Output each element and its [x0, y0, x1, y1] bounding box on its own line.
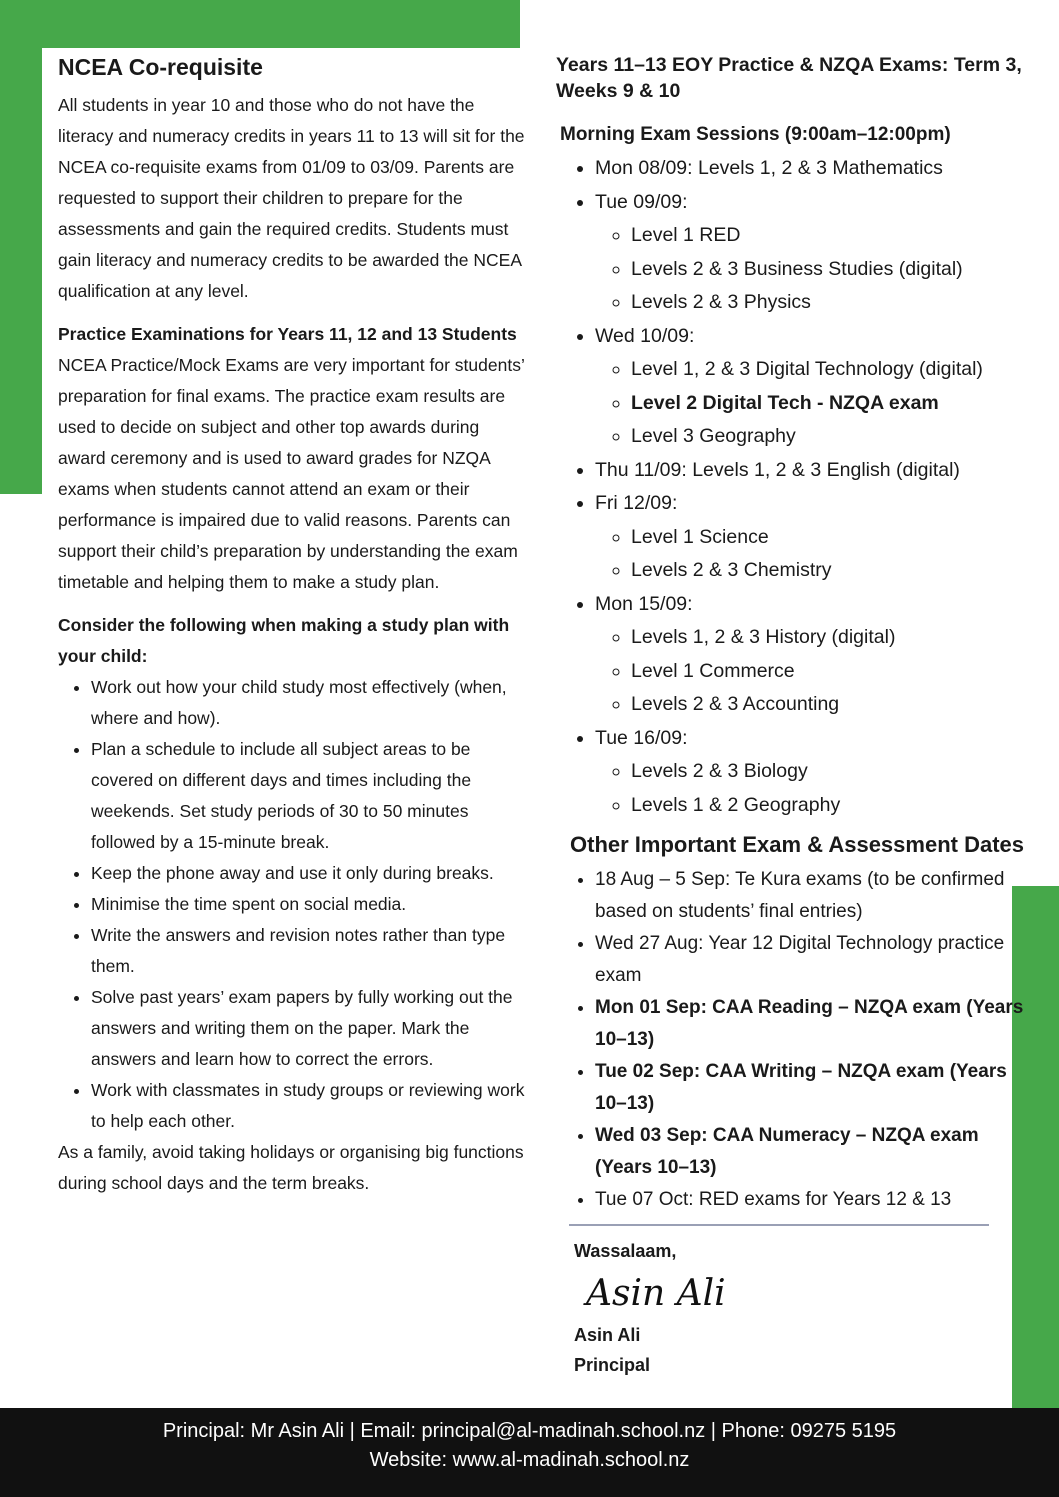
exam-day-label: Tue 09/09:: [595, 190, 688, 213]
green-banner-top: [0, 0, 520, 48]
exam-item: ◦ Levels 2 & 3 Business Studies (digital): [631, 253, 1026, 287]
footer-contact-line: Principal: Mr Asin Ali | Email: principal@al-madinah.school.nz | Phone: 09275 5195: [162, 1420, 897, 1442]
exam-day: [595, 588, 1026, 722]
exam-day-label: Tue 16/09:: [595, 726, 688, 749]
exam-item-nzqa: ◦ Level 2 Digital Tech - NZQA exam: [631, 387, 1026, 421]
exam-day: [595, 186, 1026, 320]
date-item-nzqa: • Tue 02 Sep: CAA Writing – NZQA exam (Years 10–13): [595, 1056, 1026, 1120]
ncea-corequisite-title: NCEA Co-requisite: [58, 54, 263, 80]
exam-day: [595, 152, 1026, 186]
right-column: [556, 52, 1026, 1380]
exam-item: ◦ Level 1 Commerce: [631, 655, 1026, 689]
morning-sessions-heading: Morning Exam Sessions (9:00am–12:00pm): [560, 124, 951, 145]
family-advice-paragraph: As a family, avoid taking holidays or organising big functions during school days and the term breaks.: [58, 1142, 524, 1193]
footer-website-line: Website: www.al-madinah.school.nz: [369, 1449, 690, 1471]
exam-schedule-title: Years 11–13 EOY Practice & NZQA Exams: Term 3, Weeks 9 & 10: [556, 54, 1022, 102]
exam-day-label: Mon 08/09: Levels 1, 2 & 3 Mathematics: [595, 157, 943, 179]
signer-title: Principal: [574, 1355, 651, 1375]
study-tip: • Work with classmates in study groups or reviewing work to help each other.: [91, 1075, 528, 1137]
study-tip: • Write the answers and revision notes rather than type them.: [91, 920, 528, 982]
exam-item: ◦ Level 3 Geography: [631, 420, 1026, 454]
exam-day: [595, 722, 1026, 823]
handwritten-signature: Asin Ali: [586, 1273, 726, 1314]
exam-day-label: Fri 12/09:: [595, 492, 678, 514]
exam-item: ◦ Levels 1, 2 & 3 History (digital): [631, 621, 1026, 655]
study-tip: • Work out how your child study most effectively (when, where and how).: [91, 672, 528, 734]
date-item-nzqa: • Mon 01 Sep: CAA Reading – NZQA exam (Years 10–13): [595, 992, 1026, 1056]
other-dates-list: [556, 864, 1026, 1216]
other-dates-heading: Other Important Exam & Assessment Dates: [570, 832, 1024, 857]
exam-item: ◦ Levels 2 & 3 Chemistry: [631, 554, 1026, 588]
corequisite-paragraph: All students in year 10 and those who do not have the literacy and numeracy credits in years 11 to 13 will sit for the NCEA co-requisite exams from 01/09 to 03/09. Parents are requested to support their children to prepare for the assessments and gain the required credits. Students must gain literacy and numeracy credits to be awarded the NCEA qualification at any level.: [58, 95, 525, 301]
exam-item: ◦ Level 1, 2 & 3 Digital Technology (digital): [631, 353, 1026, 387]
exam-day-label: Wed 10/09:: [595, 324, 695, 347]
exam-day: [595, 320, 1026, 454]
contact-footer: [0, 1408, 1059, 1497]
study-tip: • Solve past years’ exam papers by fully working out the answers and writing them on the paper. Mark the answers and learn how to correct the errors.: [91, 982, 528, 1075]
signer-name: Asin Ali: [574, 1325, 641, 1345]
exam-item: ◦ Levels 1 & 2 Geography: [631, 789, 1026, 823]
date-item: • 18 Aug – 5 Sep: Te Kura exams (to be confirmed based on students’ final entries): [595, 864, 1026, 928]
practice-exams-heading: Practice Examinations for Years 11, 12 and 13 Students: [58, 324, 517, 344]
left-column: [58, 52, 528, 1199]
practice-exams-paragraph: NCEA Practice/Mock Exams are very important for students’ preparation for final exams. The practice exam results are used to decide on subject and other top awards during award ceremony and is used to award grades for NZQA exams when students cannot attend an exam or their performance is impaired due to valid reasons. Parents can support their child’s preparation by understanding the exam timetable and helping them to make a study plan.: [58, 355, 525, 592]
date-item-nzqa: • Wed 03 Sep: CAA Numeracy – NZQA exam (Years 10–13): [595, 1120, 1026, 1184]
exam-day: [595, 454, 1026, 488]
exam-item: ◦ Levels 2 & 3 Biology: [631, 755, 1026, 789]
exam-item: ◦ Level 1 Science: [631, 521, 1026, 555]
exam-day-label: Thu 11/09: Levels 1, 2 & 3 English (digital): [595, 458, 960, 481]
study-tip: • Keep the phone away and use it only during breaks.: [91, 858, 528, 889]
salutation: Wassalaam,: [574, 1241, 677, 1261]
study-tip: • Plan a schedule to include all subject areas to be covered on different days and times including the weekends. Set study periods of 30 to 50 minutes followed by a 15-minute break.: [91, 734, 528, 858]
exam-item: ◦ Levels 2 & 3 Accounting: [631, 688, 1026, 722]
exam-day: [595, 487, 1026, 588]
study-tips-list: [58, 672, 528, 1137]
date-item: • Wed 27 Aug: Year 12 Digital Technology practice exam: [595, 928, 1026, 992]
date-item: • Tue 07 Oct: RED exams for Years 12 & 13: [595, 1184, 1026, 1216]
exam-days-list: [556, 152, 1026, 822]
exam-item: ◦ Levels 2 & 3 Physics: [631, 286, 1026, 320]
study-tip: • Minimise the time spent on social media.: [91, 889, 528, 920]
green-bar-left: [0, 48, 42, 494]
exam-item: ◦ Level 1 RED: [631, 219, 1026, 253]
exam-day-label: Mon 15/09:: [595, 592, 693, 615]
study-plan-heading: Consider the following when making a study plan with your child:: [58, 615, 510, 666]
